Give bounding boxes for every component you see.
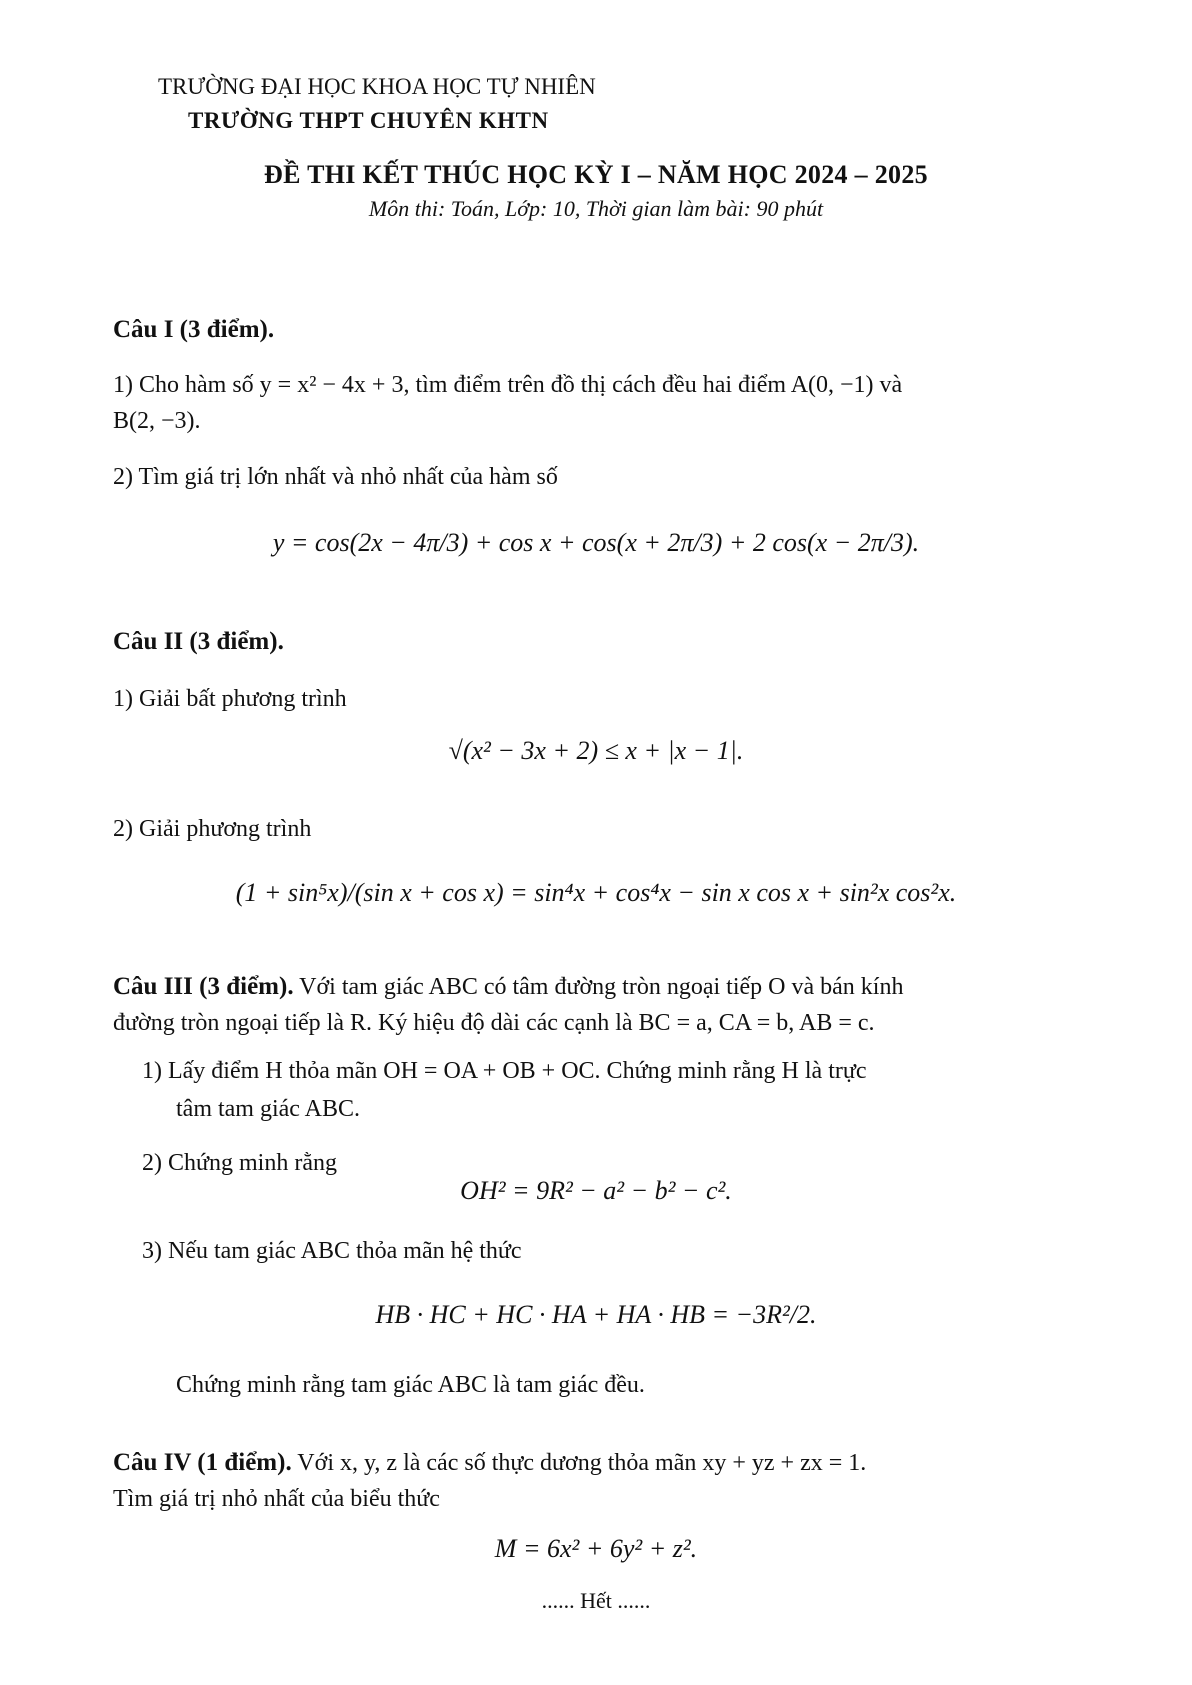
question-1-part-1-line-2: B(2, −3). <box>113 408 201 434</box>
question-2-part-2-equation: (1 + sin⁵x)/(sin x + cos x) = sin⁴x + cos⁴x − sin x cos x + sin²x cos²x. <box>235 878 957 907</box>
question-2-part-2-line-1: 2) Giải phương trình <box>113 816 312 842</box>
question-3-part-2-equation: OH² = 9R² − a² − b² − c². <box>460 1176 732 1205</box>
question-3-part-3-line-1: 3) Nếu tam giác ABC thỏa mãn hệ thức <box>142 1238 522 1264</box>
question-3-intro-line-2: đường tròn ngoại tiếp là R. Ký hiệu độ dài các cạnh là BC = a, CA = b, AB = c. <box>113 1010 875 1036</box>
question-3-heading: Câu III (3 điểm). <box>113 973 294 1000</box>
question-1-part-1-line-1: 1) Cho hàm số y = x² − 4x + 3, tìm điểm trên đồ thị cách đều hai điểm A(0, −1) và <box>113 372 903 398</box>
question-1-heading: Câu I (3 điểm). <box>113 316 275 343</box>
question-1-part-2-line-1: 2) Tìm giá trị lớn nhất và nhỏ nhất của hàm số <box>113 464 558 490</box>
question-4-heading: Câu IV (1 điểm). <box>113 1449 292 1476</box>
question-1-part-2-equation: y = cos(2x − 4π/3) + cos x + cos(x + 2π/3) + 2 cos(x − 2π/3). <box>272 528 920 557</box>
question-3-part-3-equation: HB · HC + HC · HA + HA · HB = −3R²/2. <box>375 1300 817 1329</box>
question-4-line-1 <box>113 1446 866 1480</box>
question-3-line-1 <box>113 970 903 1004</box>
school-name: TRƯỜNG THPT CHUYÊN KHTN <box>188 108 549 133</box>
question-3-part-1-line-1: 1) Lấy điểm H thỏa mãn OH = OA + OB + OC. Chứng minh rằng H là trực <box>142 1058 867 1084</box>
question-2-part-1-equation: √(x² − 3x + 2) ≤ x + |x − 1|. <box>448 736 744 765</box>
question-4-intro-line-2: Tìm giá trị nhỏ nhất của biểu thức <box>113 1486 440 1512</box>
question-4-intro-line-1: Với x, y, z là các số thực dương thỏa mãn xy + yz + zx = 1. <box>297 1450 867 1476</box>
question-4-equation: M = 6x² + 6y² + z². <box>494 1534 698 1563</box>
question-3-part-2-line-1: 2) Chứng minh rằng <box>142 1150 337 1176</box>
question-2-heading: Câu II (3 điểm). <box>113 628 284 655</box>
question-3-part-1-line-2: tâm tam giác ABC. <box>176 1096 360 1122</box>
exam-title: ĐỀ THI KẾT THÚC HỌC KỲ I – NĂM HỌC 2024 – 2025 <box>264 160 928 189</box>
question-3-part-3-line-2: Chứng minh rằng tam giác ABC là tam giác đều. <box>176 1372 645 1398</box>
exam-subtitle: Môn thi: Toán, Lớp: 10, Thời gian làm bài: 90 phút <box>368 196 824 221</box>
question-2-part-1-line-1: 1) Giải bất phương trình <box>113 686 347 712</box>
university-name: TRƯỜNG ĐẠI HỌC KHOA HỌC TỰ NHIÊN <box>158 74 596 99</box>
question-3-intro-line-1: Với tam giác ABC có tâm đường tròn ngoại tiếp O và bán kính <box>299 974 904 1000</box>
end-marker: ...... Hết ...... <box>541 1588 651 1613</box>
